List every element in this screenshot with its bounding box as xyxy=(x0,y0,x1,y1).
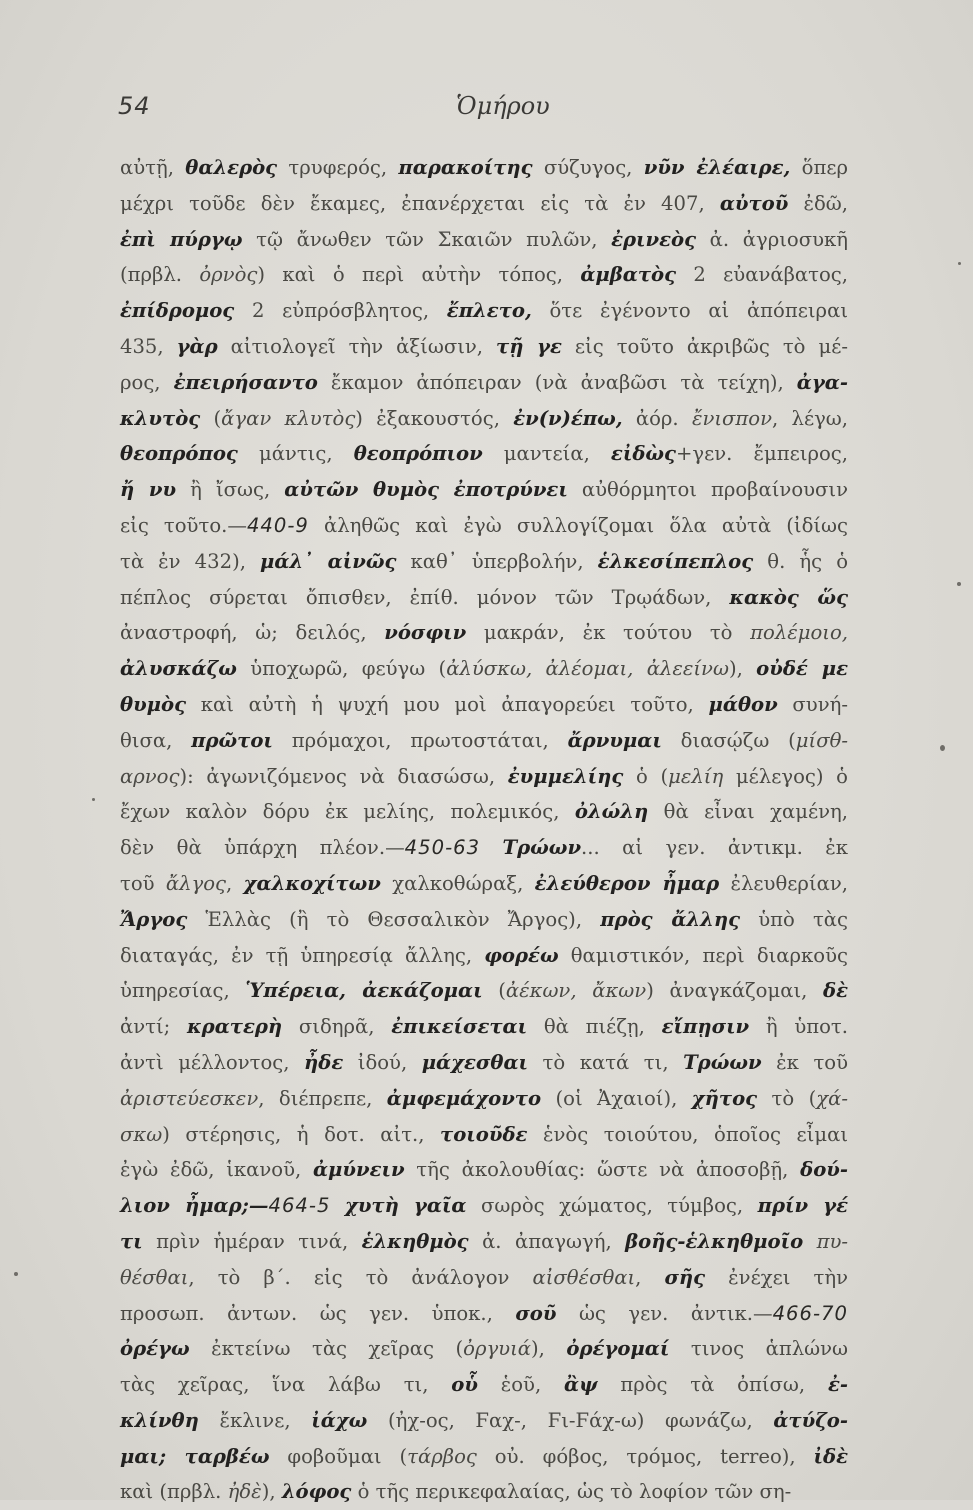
gloss xyxy=(330,1194,345,1217)
gloss: 2 εὐπρόσβλητος, xyxy=(234,299,447,323)
text-line xyxy=(120,759,848,795)
lemma: ἀγα- xyxy=(796,370,848,394)
lemma: ἔπλετο, xyxy=(446,299,532,323)
page-number: 54 xyxy=(118,92,151,120)
gloss: πρόμαχοι, πρωτοστάται, xyxy=(272,728,568,752)
text-line xyxy=(120,1331,848,1367)
gloss: τὸ κατά τι, xyxy=(528,1050,684,1074)
text-line xyxy=(120,1009,848,1045)
gloss: διασῴζω ( xyxy=(661,728,796,752)
text-line xyxy=(120,329,848,365)
gloss: αἰσθέσθαι xyxy=(532,1265,636,1289)
gloss: ἀ. ἀπαγωγή, xyxy=(468,1229,626,1253)
gloss: , xyxy=(226,871,244,895)
gloss: μίσθ- xyxy=(795,728,849,752)
gloss: ἐδῶ, xyxy=(788,191,848,215)
lemma: νῦν ἐλέαιρε, xyxy=(643,156,791,179)
gloss: τὰ ἐν 432), xyxy=(120,549,261,573)
text-line xyxy=(120,1367,848,1403)
gloss: +γεν. ἔμπειρος, xyxy=(675,442,848,466)
text-line xyxy=(120,651,848,687)
text-line xyxy=(120,938,848,974)
gloss: καθ᾽ ὑπερβολήν, xyxy=(396,549,598,573)
gloss: οὐ. φόβος, τρόμος, terreo), xyxy=(476,1444,814,1468)
text-line xyxy=(120,1474,848,1510)
gloss: ), xyxy=(728,657,757,681)
gloss: ἀριστεύεσκεν xyxy=(120,1086,259,1110)
lemma: εἰδὼς xyxy=(610,442,676,466)
lemma: μάχεσθαι xyxy=(421,1050,529,1074)
lemma: ἐπίδρομος xyxy=(120,299,235,323)
gloss: καὶ αὐτὴ ἡ ψυχή μου μοὶ ἀπαγορεύει τοῦτο, xyxy=(186,692,709,716)
text-line xyxy=(120,1296,848,1332)
gloss: ) ἀναγκάζομαι, xyxy=(646,979,824,1003)
gloss: αὐτῇ, xyxy=(120,156,186,179)
gloss: διαταγάς, ἐν τῇ ὑπηρεσίᾳ ἄλλης, xyxy=(120,943,485,967)
gloss: αὐθόρμητοι προβαίνουσιν xyxy=(567,478,849,502)
gloss: ( xyxy=(482,979,506,1003)
gloss: χά- xyxy=(816,1086,848,1110)
gloss: τάρβος xyxy=(407,1444,477,1468)
gloss: εἰς τοῦτο ἀκριβῶς τὸ μέ- xyxy=(561,334,848,358)
text-line xyxy=(120,293,848,329)
gloss: ὡς γεν. ἀντικ.— xyxy=(556,1301,773,1325)
gloss: θέσθαι xyxy=(120,1265,189,1289)
gloss: ἀντί; xyxy=(120,1015,187,1039)
gloss: μελίη xyxy=(668,764,724,788)
gloss xyxy=(480,836,502,859)
gloss: τινος ἁπλώνω xyxy=(669,1337,848,1361)
lemma: αὐτοῦ xyxy=(719,191,789,215)
text-line xyxy=(120,1439,848,1475)
gloss: ἑοῦ, xyxy=(477,1373,564,1397)
lemma: σῆς xyxy=(664,1265,706,1289)
text-line xyxy=(120,1188,848,1224)
lemma: μαι; ταρβέω xyxy=(120,1444,270,1468)
gloss: ἔνισπον xyxy=(691,406,773,430)
lemma: ἤ νυ xyxy=(120,478,177,502)
gloss: σιδηρᾶ, xyxy=(282,1015,392,1039)
gloss: πρὸς τὰ ὀπίσω, xyxy=(597,1373,828,1397)
lemma: ἑλκεσίπεπλος xyxy=(597,549,754,573)
lemma: ἐυμμελίης xyxy=(507,764,624,788)
text-line xyxy=(120,365,848,401)
text-line xyxy=(120,150,848,186)
gloss: ἀλύσκω, ἀλέομαι, ἀλεείνω xyxy=(446,657,729,681)
gloss: (οἱ Ἀχαιοί), xyxy=(541,1086,692,1110)
gloss: ἀέκων, ἄκων xyxy=(505,979,647,1003)
gloss: φοβοῦμαι ( xyxy=(269,1444,408,1468)
gloss: ) στέρησις, ἡ δοτ. αἰτ., xyxy=(162,1122,441,1146)
text-line xyxy=(120,186,848,222)
text-line xyxy=(120,544,848,580)
gloss: μέλεγος) ὁ xyxy=(723,764,848,788)
gloss: μέχρι τοῦδε δὲν ἔκαμες, ἐπανέρχεται εἰς τὰ ἐν 407, xyxy=(120,191,720,215)
gloss: ἔχων καλὸν δόρυ ἐκ μελίης, πολεμικός, xyxy=(120,800,575,824)
lemma: θαλερὸς xyxy=(185,156,278,179)
gloss: ἐνέχει τὴν xyxy=(705,1265,848,1289)
lemma: δὲ xyxy=(823,979,848,1003)
gloss: , λέγω, xyxy=(772,406,849,430)
gloss: αἰτιολογεῖ τὴν ἀξίωσιν, xyxy=(217,334,497,358)
gloss: ἢ ἴσως, xyxy=(176,478,285,502)
gloss: ἀληθῶς καὶ ἐγὼ συλλογίζομαι ὅλα αὐτὰ (ἰδίως xyxy=(308,513,848,537)
text-line xyxy=(120,1045,848,1081)
gloss: θαμιστικόν, περὶ διαρκοῦς xyxy=(558,943,848,967)
gloss: τὰς χεῖρας, ἵνα λάβω τι, xyxy=(120,1373,452,1397)
lemma: Ἄργος xyxy=(120,907,188,931)
lemma: λόφος xyxy=(281,1480,352,1504)
lemma: πρῶτοι xyxy=(191,728,273,752)
gloss: ἐκτείνω τὰς χεῖρας ( xyxy=(189,1337,464,1361)
gloss: ὑπηρεσίας, xyxy=(120,979,246,1003)
gloss: μακράν, ἐκ τούτου τὸ xyxy=(466,621,751,645)
lemma: ἂψ xyxy=(564,1373,598,1397)
gloss: χαλκοθώραξ, xyxy=(380,871,535,895)
gloss: ὁ τῆς περικεφαλαίας, ὡς τὸ λοφίον τῶν ση- xyxy=(351,1480,792,1504)
gloss: Ἑλλὰς (ἢ τὸ Θεσσαλικὸν Ἄργος), xyxy=(187,907,601,931)
verse-range: 466-70 xyxy=(772,1301,848,1325)
lemma: εἴπῃσιν xyxy=(661,1015,750,1039)
lemma: Ὑπέρεια, ἀεκάζομαι xyxy=(245,979,483,1003)
lemma: ὀρέγω xyxy=(120,1337,190,1361)
lemma: ἄρνυμαι xyxy=(567,728,662,752)
gloss: τὸ ( xyxy=(757,1086,817,1110)
gloss: ὑποχωρῶ, φεύγω ( xyxy=(236,657,447,681)
text-line xyxy=(120,257,848,293)
gloss: ἔκλινε, xyxy=(198,1408,312,1432)
gloss: ἀόρ. xyxy=(622,406,692,430)
gloss: συνή- xyxy=(777,692,848,716)
lemma: οὐδέ με xyxy=(756,657,848,681)
gloss: προσωπ. ἀντων. ὡς γεν. ὑποκ., xyxy=(120,1301,516,1325)
lemma: ἐρινεὸς xyxy=(611,227,697,251)
gloss: ἐλευθερίαν, xyxy=(719,871,848,895)
lemma: πρὸς ἄλλης xyxy=(600,907,741,931)
lemma: ὀλώλη xyxy=(574,800,649,824)
gloss: ἄγαν κλυτὸς xyxy=(221,406,356,430)
lemma: θεοπρόπιον xyxy=(353,442,483,466)
gloss: ρος, xyxy=(120,370,174,394)
gloss: ), xyxy=(531,1337,567,1361)
text-line xyxy=(120,1081,848,1117)
lemma: σοῦ xyxy=(515,1301,557,1325)
page-header xyxy=(0,92,973,126)
text-line xyxy=(120,723,848,759)
text-line xyxy=(120,866,848,902)
gloss: ) ἐξακουστός, xyxy=(355,406,514,430)
lemma: λιον ἦμαρ;— xyxy=(120,1194,269,1218)
lemma: χυτὴ γαῖα xyxy=(344,1194,467,1218)
lemma: Τρώων xyxy=(502,836,582,860)
gloss: θισα, xyxy=(120,728,192,752)
lemma: τοιοῦδε xyxy=(440,1122,528,1146)
lemma: ἀμφεμάχοντο xyxy=(386,1086,542,1110)
text-line xyxy=(120,1152,848,1188)
lemma: μάθον xyxy=(708,692,778,716)
gloss: μάντις, xyxy=(237,442,354,466)
lemma: Τρώων xyxy=(683,1050,762,1074)
gloss: σκω xyxy=(120,1122,163,1146)
lemma: κλίνθη xyxy=(120,1408,199,1432)
margin-speck xyxy=(92,798,95,801)
text-line xyxy=(120,1117,848,1153)
gloss: ) καὶ ὁ περὶ αὐτὴν τόπος, xyxy=(257,263,581,287)
gloss: 435, xyxy=(120,334,177,358)
lemma: οὗ xyxy=(451,1373,478,1397)
lemma: ἑλκηθμὸς xyxy=(361,1229,469,1253)
text-line xyxy=(120,794,848,830)
gloss: ἔκαμον ἀπόπειραν (νὰ ἀναβῶσι τὰ τείχη), xyxy=(317,370,797,394)
gloss: ὑπὸ τὰς xyxy=(740,907,849,931)
gloss: ἰδού, xyxy=(343,1050,422,1074)
lemma: ἐπειρήσαντο xyxy=(173,370,318,394)
gloss: ὀρνὸς xyxy=(199,263,258,287)
gloss: τῆς ἀκολουθίας: ὥστε νὰ ἀποσοβῇ, xyxy=(404,1158,801,1182)
gloss: σύζυγος, xyxy=(532,156,644,179)
lemma: ἰδὲ xyxy=(813,1444,848,1468)
margin-speck xyxy=(940,745,945,751)
gloss: σωρὸς χώματος, τύμβος, xyxy=(466,1194,758,1218)
lemma: μάλ᾽ αἰνῶς xyxy=(260,549,397,573)
gloss: πρὶν ἡμέραν τινά, xyxy=(142,1229,362,1253)
lemma: κρατερὴ xyxy=(187,1015,283,1039)
lemma: τι xyxy=(120,1229,143,1253)
text-line xyxy=(120,580,848,616)
lemma: παρακοίτης xyxy=(398,156,533,179)
margin-speck xyxy=(958,262,961,265)
verse-range: 440-9 xyxy=(246,513,309,537)
gloss: ὅπερ xyxy=(790,156,848,179)
text-line xyxy=(120,615,848,651)
gloss: μαντεία, xyxy=(482,442,611,466)
gloss: ἀ. ἀγριοσυκῆ xyxy=(696,227,848,251)
gloss: πολέμοιο, xyxy=(750,621,848,645)
text-line xyxy=(120,436,848,472)
text-line xyxy=(120,1224,848,1260)
gloss: , διέπρεπε, xyxy=(258,1086,387,1110)
gloss: ἠδὲ xyxy=(227,1480,262,1504)
gloss: θ. ἧς ὁ xyxy=(753,549,848,573)
running-head: Ὁμήρου xyxy=(456,92,550,120)
lemma: θυμὸς xyxy=(120,692,187,716)
gloss: πέπλος σύρεται ὄπισθεν, ἐπίθ. μόνον τῶν Τρῳάδων, xyxy=(120,585,730,609)
gloss: ἄλγος xyxy=(165,871,227,895)
gloss: ): ἀγωνιζόμενος νὰ διασώσω, xyxy=(179,764,508,788)
verse-range: 464-5 xyxy=(268,1194,331,1218)
lemma: ἐλεύθερον ἦμαρ xyxy=(534,871,720,895)
lemma: ἀτύζο- xyxy=(773,1408,849,1432)
gloss: (ἠχ-ος, Ϝαχ-, Ϝι-Ϝάχ-ω) φωνάζω, xyxy=(367,1408,774,1432)
text-line xyxy=(120,472,848,508)
lemma: δού- xyxy=(800,1158,848,1182)
gloss: τοῦ xyxy=(120,871,166,895)
lemma: βοῆς-ἑλκηθμοῖο xyxy=(625,1229,804,1253)
lemma: ἀλυσκάζω xyxy=(120,657,237,681)
gloss: ἑνὸς τοιούτου, ὁποῖος εἶμαι xyxy=(527,1122,848,1146)
lemma: ἐ- xyxy=(827,1373,848,1397)
lemma: κακὸς ὥς xyxy=(729,585,848,609)
gloss: , τὸ β΄. εἰς τὸ ἀνάλογον xyxy=(188,1265,533,1289)
lemma: γὰρ xyxy=(176,334,218,358)
text-line xyxy=(120,508,848,544)
text-line xyxy=(120,687,848,723)
text-line xyxy=(120,222,848,258)
margin-speck xyxy=(957,582,961,586)
lemma: χαλκοχίτων xyxy=(243,871,381,895)
lemma: φορέω xyxy=(484,943,559,967)
lemma: ἀμβατὸς xyxy=(580,263,677,287)
margin-speck xyxy=(14,1272,18,1276)
gloss: ἢ ὑποτ. xyxy=(749,1015,849,1039)
lemma: ἐπὶ πύργῳ xyxy=(120,227,243,251)
gloss: ἀντὶ μέλλοντος, xyxy=(120,1050,304,1074)
text-line xyxy=(120,401,848,437)
gloss: δὲν θὰ ὑπάρχη πλέον.— xyxy=(120,836,405,860)
lemma: ἰάχω xyxy=(311,1408,368,1432)
gloss: τῷ ἄνωθεν τῶν Σκαιῶν πυλῶν, xyxy=(242,227,612,251)
lemma: ὀρέγομαί xyxy=(566,1337,670,1361)
lemma: ἐν(ν)έπω, xyxy=(513,406,623,430)
gloss: ἀναστροφή, ὡ; δειλός, xyxy=(120,621,385,645)
gloss: , xyxy=(635,1265,665,1289)
gloss: ὅτε ἐγένοντο αἱ ἀπόπειραι xyxy=(531,299,848,323)
lemma: ἐπικείσεται xyxy=(391,1015,528,1039)
text-line xyxy=(120,1403,848,1439)
gloss: ἐγὼ ἐδῶ, ἱκανοῦ, xyxy=(120,1158,313,1182)
gloss: θὰ πιέζῃ, xyxy=(527,1015,662,1039)
gloss: ), xyxy=(261,1480,282,1504)
lemma: κλυτὸς xyxy=(120,406,201,430)
gloss: 2 εὐανάβατος, xyxy=(676,263,848,287)
gloss: τρυφερός, xyxy=(277,156,399,179)
text-line xyxy=(120,902,848,938)
gloss: ... αἱ γεν. ἀντικμ. ἐκ xyxy=(581,836,848,860)
gloss: ἐκ τοῦ xyxy=(761,1050,848,1074)
gloss: καὶ (πρβλ. xyxy=(120,1480,228,1504)
lemma: τῇ γε xyxy=(496,334,562,358)
lemma: νόσφιν xyxy=(384,621,467,645)
gloss: εἰς τοῦτο.— xyxy=(120,513,247,537)
lemma: πρίν γέ xyxy=(757,1194,848,1218)
text-line xyxy=(120,830,848,866)
gloss: αρνος xyxy=(120,764,180,788)
commentary-text xyxy=(120,150,848,1510)
text-line xyxy=(120,973,848,1009)
gloss: ( xyxy=(200,406,222,430)
gloss: ὀργυιά xyxy=(463,1337,532,1361)
verse-range: 450-63 xyxy=(404,836,481,860)
lemma: αὐτῶν θυμὸς ἐποτρύνει xyxy=(284,478,568,502)
lemma: ἦδε xyxy=(304,1050,344,1074)
gloss: ὁ ( xyxy=(623,764,669,788)
text-line xyxy=(120,1260,848,1296)
gloss: πυ- xyxy=(803,1229,848,1253)
lemma: θεοπρόπος xyxy=(120,442,238,466)
lemma: ἀμύνειν xyxy=(312,1158,405,1182)
gloss: (πρβλ. xyxy=(120,263,200,287)
lemma: χῆτος xyxy=(691,1086,758,1110)
gloss: θὰ εἶναι χαμένη, xyxy=(648,800,848,824)
